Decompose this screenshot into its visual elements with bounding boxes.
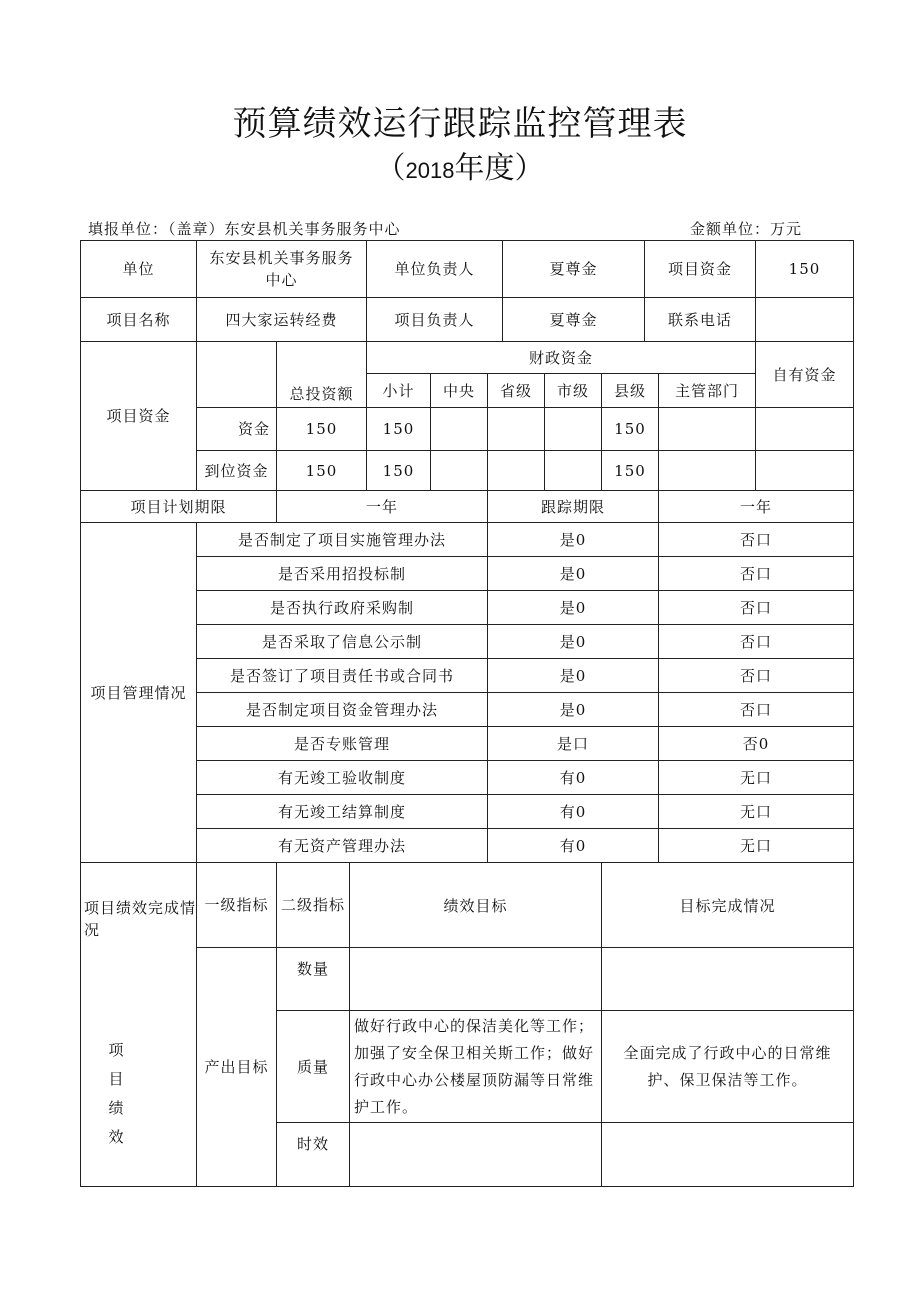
arrived-row-label: 到位资金 <box>204 461 269 480</box>
project-fund-label: 项目资金 <box>667 260 732 278</box>
project-fund-value: 150 <box>788 260 821 278</box>
funds-row-central <box>431 408 487 450</box>
funds-row-dept <box>659 408 755 450</box>
mgmt-answer-yes: 是口 <box>556 734 589 753</box>
arrived-row-subtotal: 150 <box>382 461 415 480</box>
funds-section-label: 项目资金 <box>106 407 171 425</box>
mgmt-answer-no: 否0 <box>742 734 770 753</box>
arrived-row-dept <box>659 451 755 490</box>
unit-label: 单位 <box>122 260 155 278</box>
mgmt-answer-yes: 是0 <box>559 564 587 583</box>
funds-row-total: 150 <box>305 420 338 438</box>
mgmt-question: 是否专账管理 <box>293 734 390 753</box>
timeliness-label: 时效 <box>296 1135 329 1153</box>
mgmt-answer-no: 否口 <box>739 700 772 719</box>
mgmt-answer-no: 无口 <box>739 836 772 855</box>
funds-row-city <box>545 408 601 450</box>
mgmt-answer-no: 无口 <box>739 802 772 821</box>
mgmt-question: 是否签订了项目责任书或合同书 <box>229 666 454 685</box>
performance-section-label: 项目绩效完成情况 <box>84 899 197 939</box>
mgmt-question: 有无竣工验收制度 <box>277 768 406 787</box>
funds-row-subtotal: 150 <box>382 420 415 438</box>
arrived-row-self <box>756 451 853 490</box>
sub-header-county: 县级 <box>613 381 646 400</box>
mgmt-answer-yes: 是0 <box>559 700 587 719</box>
side-char: 绩 <box>108 1099 124 1117</box>
project-head-value: 夏尊金 <box>549 310 598 329</box>
subtitle-year: 2018 <box>405 158 455 183</box>
performance-side-label <box>96 1036 136 1152</box>
side-char: 效 <box>108 1128 124 1146</box>
project-name-label: 项目名称 <box>106 310 171 329</box>
mgmt-answer-no: 否口 <box>739 530 772 549</box>
mgmt-answer-yes: 是0 <box>559 598 587 617</box>
track-period-label: 跟踪期限 <box>540 497 605 516</box>
funds-row-county: 150 <box>614 420 646 438</box>
arrived-row-county: 150 <box>614 461 646 480</box>
arrived-row-province <box>488 451 544 490</box>
mgmt-answer-no: 否口 <box>739 564 772 583</box>
mgmt-question: 是否制定了项目实施管理办法 <box>237 530 446 549</box>
funds-row-province <box>488 408 544 450</box>
arrived-row-central <box>431 451 487 490</box>
mgmt-answer-yes: 有0 <box>559 836 587 855</box>
mgmt-question: 是否制定项目资金管理办法 <box>245 700 438 719</box>
arrived-row-city <box>545 451 601 490</box>
project-head-label: 项目负责人 <box>394 310 475 329</box>
mgmt-question: 是否采取了信息公示制 <box>261 632 422 651</box>
quantity-label: 数量 <box>296 960 329 978</box>
page-title: 预算绩效运行跟踪监控管理表 <box>232 104 688 144</box>
management-label: 项目管理情况 <box>90 683 187 702</box>
result-label: 目标完成情况 <box>679 897 776 915</box>
sub-header-province: 省级 <box>499 381 532 400</box>
phone-label: 联系电话 <box>667 310 732 329</box>
funds-row-label: 资金 <box>237 420 270 438</box>
level1-label: 一级指标 <box>204 896 269 914</box>
mgmt-question: 是否采用招投标制 <box>277 564 406 583</box>
goal-label: 绩效目标 <box>443 897 508 915</box>
level2-label: 二级指标 <box>280 896 345 914</box>
project-name-value: 四大家运转经费 <box>225 310 338 329</box>
mgmt-answer-no: 否口 <box>739 666 772 685</box>
year-subtitle <box>0 143 920 187</box>
mgmt-answer-yes: 有0 <box>559 768 587 787</box>
funds-row-self <box>756 408 853 450</box>
quality-label: 质量 <box>296 1057 329 1076</box>
sub-header-subtotal: 小计 <box>382 381 415 400</box>
sub-header-city: 市级 <box>556 381 589 400</box>
plan-period-value: 一年 <box>365 497 398 516</box>
mgmt-question: 是否执行政府采购制 <box>269 598 414 617</box>
subtitle-close: 年度） <box>454 151 545 186</box>
mgmt-question: 有无竣工结算制度 <box>277 802 406 821</box>
quality-result-text: 全面完成了行政中心的日常维护、保卫保洁等工作。 <box>623 1043 832 1089</box>
phone-value <box>756 298 853 341</box>
side-char: 目 <box>108 1070 124 1088</box>
mgmt-answer-yes: 有0 <box>559 802 587 821</box>
fiscal-funds-label: 财政资金 <box>528 348 593 367</box>
arrived-row-total: 150 <box>305 461 338 480</box>
amount-unit: 金额单位：万元 <box>690 220 803 238</box>
self-funds-label: 自有资金 <box>772 365 837 384</box>
track-period-value: 一年 <box>739 497 772 516</box>
side-char: 项 <box>108 1041 124 1059</box>
total-invest-label: 总投资额 <box>289 385 354 403</box>
mgmt-answer-yes: 是0 <box>559 632 587 651</box>
mgmt-answer-no: 否口 <box>739 598 772 617</box>
mgmt-answer-yes: 是0 <box>559 666 587 685</box>
mgmt-answer-no: 无口 <box>739 768 772 787</box>
unit-value: 东安县机关事务服务中心 <box>209 249 354 289</box>
unit-head-value: 夏尊金 <box>549 260 598 278</box>
quality-goal-text: 做好行政中心的保洁美化等工作；加强了安全保卫相关斯工作；做好行政中心办公楼屋顶防漏等日常维护工作。 <box>354 1016 595 1116</box>
mgmt-answer-yes: 是0 <box>559 530 587 549</box>
mgmt-question: 有无资产管理办法 <box>277 836 406 855</box>
output-goal-label: 产出目标 <box>204 1058 269 1076</box>
plan-period-label: 项目计划期限 <box>130 497 227 516</box>
sub-header-dept: 主管部门 <box>674 381 739 400</box>
mgmt-answer-no: 否口 <box>739 632 772 651</box>
sub-header-central: 中央 <box>442 381 475 400</box>
reporting-unit: 填报单位：（盖章）东安县机关事务服务中心 <box>88 220 401 238</box>
unit-head-label: 单位负责人 <box>394 260 475 278</box>
subtitle-open: （ <box>375 151 406 186</box>
